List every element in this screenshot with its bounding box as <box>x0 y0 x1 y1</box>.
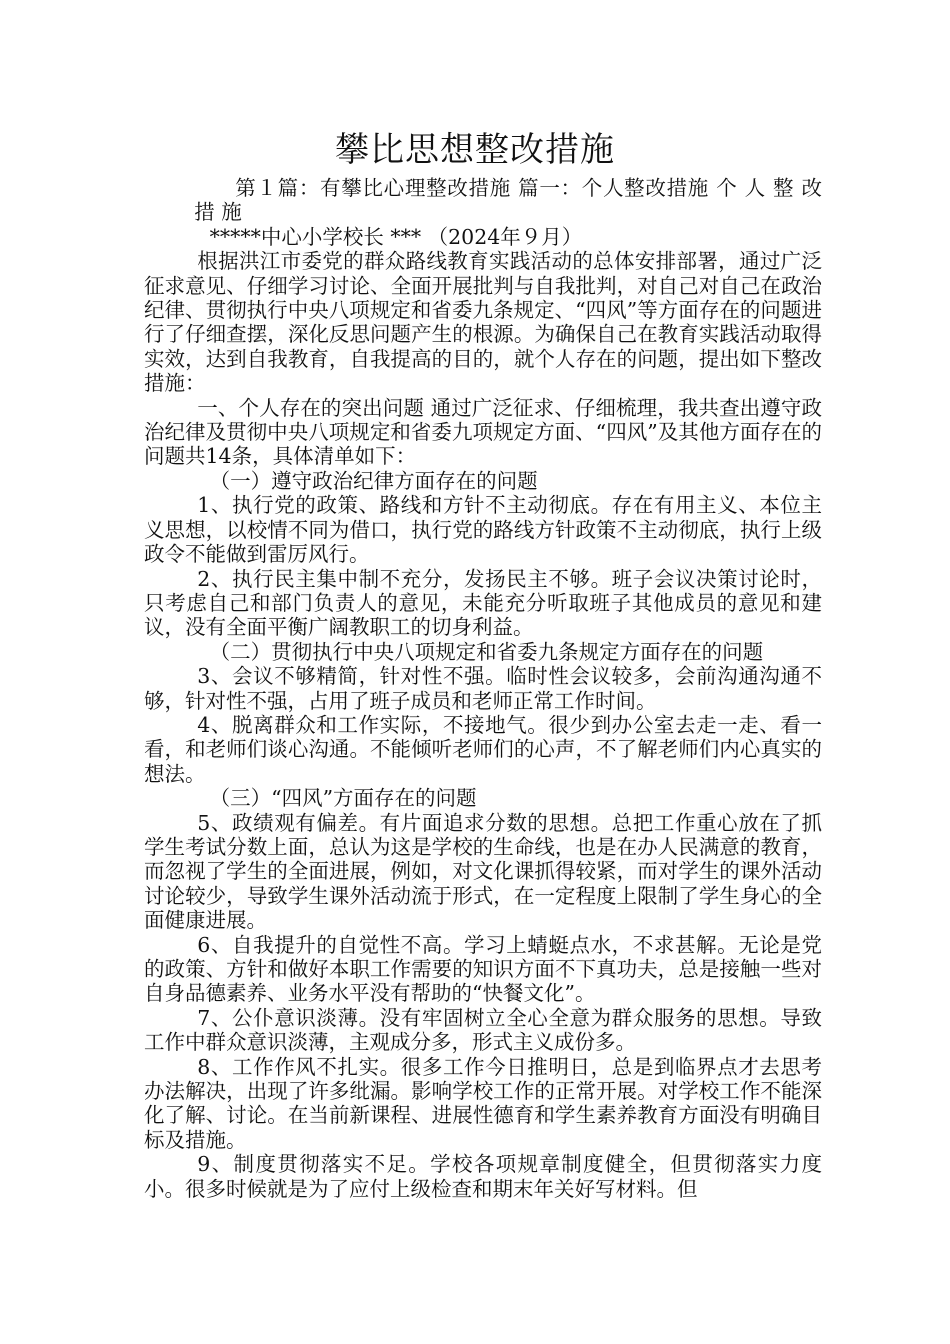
paragraph: 根据洪江市委党的群众路线教育实践活动的总体安排部署，通过广泛征求意见、仔细学习讨论、全面开展批判与自我批判，对自己对自己在政治纪律、贯彻执行中央八项规定和省委九条规定、“四风”等方面存在的问题进行了仔细查摆，深化反思问题产生的根源。为确保自己在教育实践活动取得实效，达到自我教育，自我提高的目的，就个人存在的问题，提出如下整改措施： <box>144 249 822 396</box>
paragraph: 7、公仆意识淡薄。没有牢固树立全心全意为群众服务的思想。导致工作中群众意识淡薄，主观成分多，形式主义成份多。 <box>144 1005 822 1055</box>
paragraph: 9、制度贯彻落实不足。学校各项规章制度健全，但贯彻落实力度小。很多时候就是为了应付上级检查和期末年关好写材料。但 <box>144 1152 822 1201</box>
paragraph: 5、政绩观有偏差。有片面追求分数的思想。总把工作重心放在了抓学生考试分数上面，总认为这是学校的生命线，也是在办人民满意的教育，而忽视了学生的全面进展，例如，对文化课抓得较紧，而对学生的课外活动讨论较少，导致学生课外活动流于形式，在一定程度上限制了学生身心的全面健康进展。 <box>144 810 822 933</box>
paragraph: 2、执行民主集中制不充分，发扬民主不够。班子会议决策讨论时，只考虑自己和部门负责人的意见，未能充分听取班子其他成员的意见和建议，没有全面平衡广阔教职工的切身利益。 <box>144 566 822 640</box>
document-body <box>144 176 822 1201</box>
paragraph: 1、执行党的政策、路线和方针不主动彻底。存在有用主义、本位主义思想，以校情不同为借口，执行党的路线方针政策不主动彻底，执行上级政令不能做到雷厉风行。 <box>144 493 822 567</box>
paragraph: 一、个人存在的突出问题 通过广泛征求、仔细梳理，我共查出遵守政治纪律及贯彻中央八项规定和省委九项规定方面、“四风”及其他方面存在的问题共14条，具体清单如下： <box>144 395 822 469</box>
paragraph: 4、脱离群众和工作实际，不接地气。很少到办公室去走一走、看一看，和老师们谈心沟通。不能倾听老师们的心声，不了解老师们内心真实的想法。 <box>144 712 822 786</box>
paragraph: 3、会议不够精简，针对性不强。临时性会议较多，会前沟通沟通不够，针对性不强，占用了班子成员和老师正常工作时间。 <box>144 664 822 713</box>
document-title: 攀比思想整改措施 <box>335 130 615 170</box>
section-heading: （三）“四风”方面存在的问题 <box>209 786 477 811</box>
paragraph: 8、工作作风不扎实。很多工作今日推明日，总是到临界点才去思考办法解决，出现了许多纰漏。影响学校工作的正常开展。对学校工作不能深化了解、讨论。在当前新课程、进展性德育和学生素养教育方面没有明确目标及措施。 <box>144 1054 822 1152</box>
author-line: *****中心小学校长 *** （2024年９月） <box>209 224 583 249</box>
paragraph: 6、自我提升的自觉性不高。学习上蜻蜓点水，不求甚解。无论是党的政策、方针和做好本职工作需要的知识方面不下真功夫，总是接触一些对自身品德素养、业务水平没有帮助的“快餐文化”。 <box>144 932 822 1006</box>
document-subtitle: 第１篇：有攀比心理整改措施 篇一：个人整改措施 个 人 整 改 措 施 <box>194 176 822 225</box>
section-heading: （一）遵守政治纪律方面存在的问题 <box>209 468 538 493</box>
section-heading: （二）贯彻执行中央八项规定和省委九条规定方面存在的问题 <box>209 639 764 664</box>
